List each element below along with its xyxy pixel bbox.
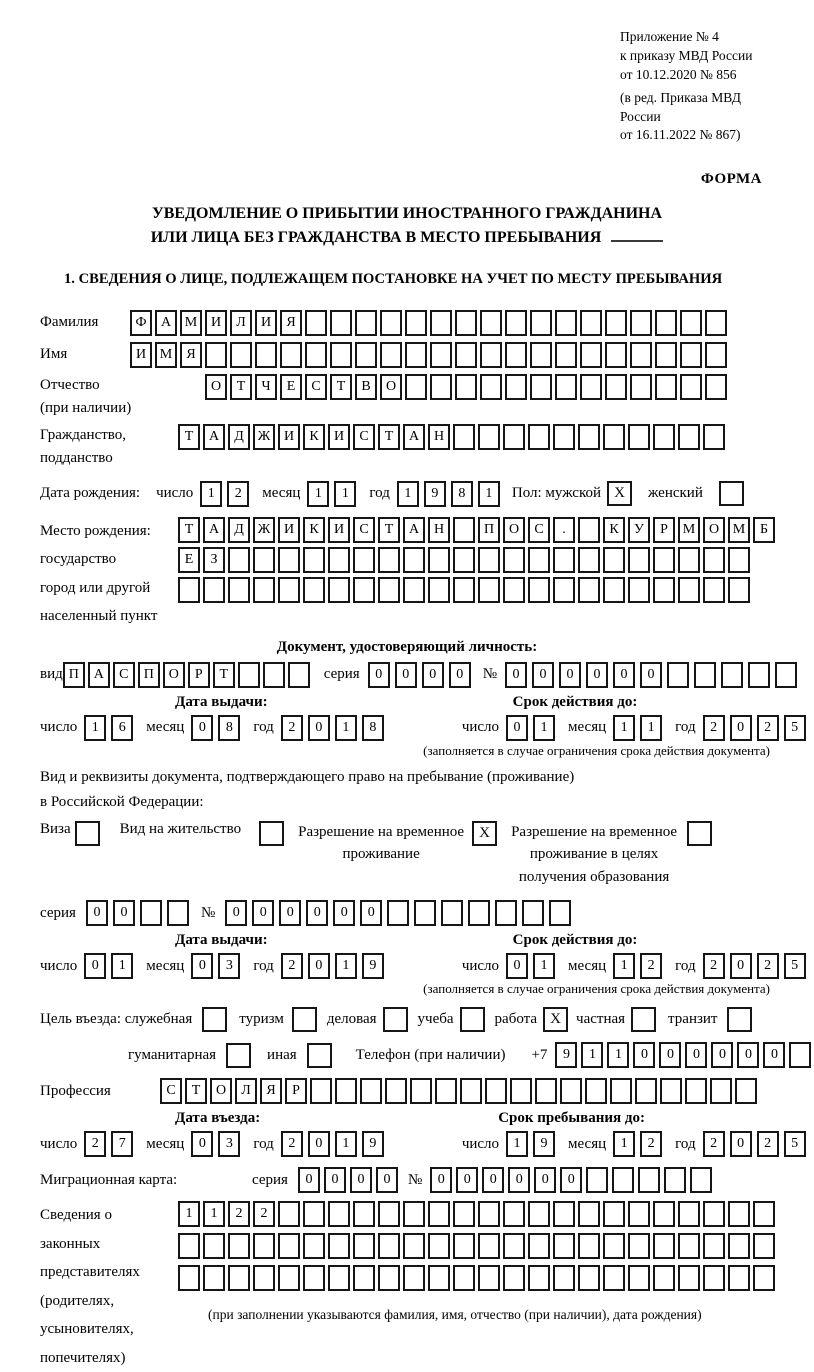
profession-boxes[interactable]: С Т О Л Я Р	[160, 1078, 757, 1104]
birth-place-boxes-3[interactable]	[178, 577, 775, 603]
id-dates-row	[40, 715, 799, 741]
entry-date-headers	[40, 1110, 774, 1127]
id-issue-label: Дата выдачи:	[175, 693, 268, 710]
phone-label: Телефон (при наличии)	[355, 1046, 506, 1063]
id-date-headers	[40, 694, 774, 711]
citizenship-boxes[interactable]: Т А Д Ж И К И С Т А Н	[178, 424, 725, 450]
permit-date-headers	[40, 932, 774, 949]
purpose-humanitarian-checkbox[interactable]	[226, 1043, 251, 1068]
day-label: число	[40, 719, 78, 736]
permit-series-boxes[interactable]: 0 0	[86, 900, 189, 926]
month-label: месяц	[146, 1135, 185, 1152]
temp-permit-checkbox[interactable]: X	[472, 821, 497, 846]
temp-edu-permit-label: Разрешение на временное проживание в целях получения образования	[511, 823, 678, 885]
revision-line: от 16.11.2022 № 867)	[620, 127, 741, 143]
month-label: месяц	[568, 1135, 607, 1152]
id-number-boxes[interactable]: 0 0 0 0 0 0	[505, 662, 797, 688]
mig-series-label: серия	[252, 1171, 288, 1188]
permit-dates-row	[40, 953, 799, 979]
sex-male-checkbox[interactable]: X	[607, 481, 632, 506]
month-label: месяц	[262, 485, 301, 502]
day-label: число	[461, 1135, 500, 1152]
purpose-humanitarian-label: гуманитарная	[128, 1046, 217, 1063]
form-title-line2: ИЛИ ЛИЦА БЕЗ ГРАЖДАНСТВА В МЕСТО ПРЕБЫВАНИЯ	[40, 226, 774, 249]
migration-card-row	[40, 1167, 774, 1193]
sex-female-checkbox[interactable]	[719, 481, 744, 506]
birth-day-boxes[interactable]: 1 2	[200, 481, 249, 507]
stay-until-label: Срок пребывания до:	[498, 1110, 645, 1127]
permit-issue-year-boxes[interactable]: 2 0 1 9	[281, 953, 384, 979]
year-label: год	[675, 719, 696, 736]
permit-issue-group	[40, 953, 392, 979]
permit-valid-group	[462, 953, 814, 979]
name-label: Имя	[40, 346, 68, 363]
stay-until-group	[462, 1131, 814, 1157]
month-label: месяц	[568, 719, 607, 736]
permit-intro-line2: в Российской Федерации:	[40, 793, 204, 810]
year-label: год	[253, 957, 274, 974]
guardians-boxes-3[interactable]	[178, 1265, 775, 1291]
month-label: месяц	[146, 719, 185, 736]
section1-heading: 1. СВЕДЕНИЯ О ЛИЦЕ, ПОДЛЕЖАЩЕМ ПОСТАНОВКЕ НА УЧЕТ ПО МЕСТУ ПРЕБЫВАНИЯ	[64, 270, 723, 287]
purpose-official-checkbox[interactable]	[202, 1007, 227, 1032]
surname-row	[40, 310, 774, 336]
patronymic-boxes[interactable]: О Т Ч Е С Т В О	[205, 374, 727, 400]
year-label: год	[253, 719, 274, 736]
visa-checkbox[interactable]	[75, 821, 100, 846]
stay-month-boxes[interactable]: 1 2	[613, 1131, 662, 1157]
birth-place-fields	[178, 517, 775, 603]
purpose-label: Цель въезда: служебная	[40, 1011, 193, 1028]
id-valid-month-boxes[interactable]: 1 1	[613, 715, 662, 741]
surname-label: Фамилия	[40, 314, 99, 331]
permit-valid-label: Срок действия до:	[512, 932, 638, 949]
purpose-tourism-label: туризм	[239, 1011, 284, 1028]
id-valid-group	[462, 715, 814, 741]
id-valid-label: Срок действия до:	[512, 693, 638, 710]
month-label: месяц	[146, 957, 185, 974]
permit-number-label: №	[200, 904, 216, 921]
year-label: год	[369, 485, 390, 502]
id-number-label: №	[482, 666, 497, 683]
purpose-other-checkbox[interactable]	[307, 1043, 332, 1068]
id-issue-month-boxes[interactable]: 0 8	[191, 715, 240, 741]
purpose-business-checkbox[interactable]	[383, 1007, 408, 1032]
purpose-private-label: частная	[576, 1011, 626, 1028]
birth-place-boxes-1[interactable]: Т А Д Ж И К И С Т А Н П О С . К У Р М О М Б	[178, 517, 775, 543]
patronymic-label: Отчество (при наличии)	[40, 376, 132, 416]
citizenship-label: Гражданство, подданство	[40, 427, 127, 467]
permit-valid-note: (заполняется в случае ограничения срока действия документа)	[423, 981, 770, 997]
purpose-work-label: работа	[494, 1011, 538, 1028]
stay-year-boxes[interactable]: 2 0 2 5	[703, 1131, 806, 1157]
year-label: год	[253, 1135, 274, 1152]
appendix-line: Приложение № 4	[620, 29, 719, 44]
birth-place-label: Место рождения: государство город или другой населенный пункт	[40, 522, 158, 625]
entry-day-boxes[interactable]: 2 7	[84, 1131, 133, 1157]
entry-dates-row	[40, 1131, 799, 1157]
year-label: год	[675, 1135, 696, 1152]
purpose-other-label: иная	[267, 1046, 297, 1063]
entry-year-boxes[interactable]: 2 0 1 9	[281, 1131, 384, 1157]
id-kind-label: вид	[40, 666, 63, 683]
form-title-line1: УВЕДОМЛЕНИЕ О ПРИБЫТИИ ИНОСТРАННОГО ГРАЖДАНИНА	[151, 205, 663, 223]
migration-card-label: Миграционная карта:	[40, 1171, 178, 1188]
guardians-fields	[178, 1201, 775, 1323]
mig-number-label: №	[407, 1171, 423, 1188]
guardians-note: (при заполнении указываются фамилия, имя, отчество (при наличии), дата рождения)	[208, 1307, 702, 1323]
entry-date-label: Дата въезда:	[175, 1110, 261, 1127]
id-doc-heading: Документ, удостоверяющий личность:	[276, 638, 538, 655]
phone-boxes[interactable]: 9 1 1 0 0 0 0 0 0	[555, 1042, 811, 1068]
visa-label: Виза	[40, 820, 71, 837]
residence-permit-label: Вид на жительство	[119, 820, 242, 837]
temp-edu-permit-checkbox[interactable]	[687, 821, 712, 846]
purpose-transit-label: транзит	[668, 1011, 718, 1028]
birth-place-row	[40, 517, 774, 631]
revision-line: (в ред. Приказа МВД России	[620, 89, 741, 124]
guardians-boxes-1[interactable]: 1 1 2 2	[178, 1201, 775, 1227]
id-issue-group	[40, 715, 392, 741]
sex-female-label: женский	[648, 485, 703, 502]
permit-intro-line1: Вид и реквизиты документа, подтверждающего право на пребывание (проживание)	[40, 768, 575, 785]
birth-month-boxes[interactable]: 1 1	[307, 481, 356, 507]
permit-valid-month-boxes[interactable]: 1 2	[613, 953, 662, 979]
id-kind-boxes[interactable]: П А С П О Р Т	[63, 662, 310, 688]
form-title	[40, 202, 774, 248]
forma-label: ФОРМА	[700, 171, 762, 188]
purpose-tourism-checkbox[interactable]	[292, 1007, 317, 1032]
permit-series-label: серия	[40, 904, 76, 921]
guardians-row	[40, 1201, 774, 1372]
permit-type-row	[40, 821, 774, 889]
day-label: число	[156, 485, 194, 502]
id-issue-year-boxes[interactable]: 2 0 1 8	[281, 715, 384, 741]
id-doc-row	[40, 662, 774, 688]
purpose-work-checkbox[interactable]: X	[543, 1007, 568, 1032]
permit-issue-day-boxes[interactable]: 0 1	[84, 953, 133, 979]
birth-place-boxes-2[interactable]: Е З	[178, 547, 775, 573]
purpose-business-label: деловая	[326, 1011, 377, 1028]
profession-label: Профессия	[40, 1082, 111, 1099]
patronymic-row	[40, 374, 774, 421]
birth-year-boxes[interactable]: 1 9 8 1	[397, 481, 500, 507]
permit-number-boxes[interactable]: 0 0 0 0 0 0	[225, 900, 571, 926]
day-label: число	[461, 957, 500, 974]
surname-boxes[interactable]: Ф А М И Л И Я	[130, 310, 727, 336]
permit-valid-year-boxes[interactable]: 2 0 2 5	[703, 953, 806, 979]
day-label: число	[461, 719, 500, 736]
appendix-block	[620, 28, 774, 145]
phone-prefix: +7	[531, 1046, 548, 1063]
mig-series-boxes[interactable]: 0 0 0 0	[298, 1167, 398, 1193]
day-label: число	[40, 957, 78, 974]
stay-day-boxes[interactable]: 1 9	[506, 1131, 555, 1157]
appendix-line: к приказу МВД России	[620, 47, 753, 63]
name-row	[40, 342, 774, 368]
permit-valid-day-boxes[interactable]: 0 1	[506, 953, 555, 979]
birth-date-group	[156, 481, 508, 507]
temp-permit-label: Разрешение на временное проживание	[298, 823, 465, 863]
appendix-line: от 10.12.2020 № 856	[620, 66, 737, 82]
id-series-label: серия	[323, 666, 360, 683]
id-issue-day-boxes[interactable]: 1 6	[84, 715, 133, 741]
id-valid-day-boxes[interactable]: 0 1	[506, 715, 555, 741]
purpose-study-label: учеба	[417, 1011, 454, 1028]
purpose-study-checkbox[interactable]	[460, 1007, 485, 1032]
month-label: месяц	[568, 957, 607, 974]
mig-number-boxes[interactable]: 0 0 0 0 0 0	[430, 1167, 712, 1193]
sex-male-label: Пол: мужской	[511, 485, 602, 502]
residence-permit-checkbox[interactable]	[259, 821, 284, 846]
day-label: число	[40, 1135, 78, 1152]
permit-issue-month-boxes[interactable]: 0 3	[191, 953, 240, 979]
birth-date-label: Дата рождения:	[40, 485, 141, 502]
id-series-boxes[interactable]: 0 0 0 0	[368, 662, 471, 688]
purpose-row-2	[40, 1042, 778, 1068]
year-label: год	[675, 957, 696, 974]
entry-date-group	[40, 1131, 392, 1157]
permit-series-row	[40, 900, 774, 926]
id-valid-note: (заполняется в случае ограничения срока действия документа)	[423, 742, 770, 758]
entry-month-boxes[interactable]: 0 3	[191, 1131, 240, 1157]
purpose-row	[40, 1007, 774, 1032]
title-blank-underline	[611, 228, 663, 242]
permit-issue-label: Дата выдачи:	[175, 932, 268, 949]
id-valid-year-boxes[interactable]: 2 0 2 5	[703, 715, 806, 741]
guardians-boxes-2[interactable]	[178, 1233, 775, 1259]
name-boxes[interactable]: И М Я	[130, 342, 727, 368]
profession-row	[40, 1078, 774, 1104]
guardians-label: Сведения о законных представителях (родителях, усыновителях, попечителях)	[40, 1207, 140, 1366]
birth-date-row	[40, 481, 774, 507]
purpose-transit-checkbox[interactable]	[727, 1007, 752, 1032]
citizenship-row	[40, 424, 774, 471]
purpose-private-checkbox[interactable]	[631, 1007, 656, 1032]
